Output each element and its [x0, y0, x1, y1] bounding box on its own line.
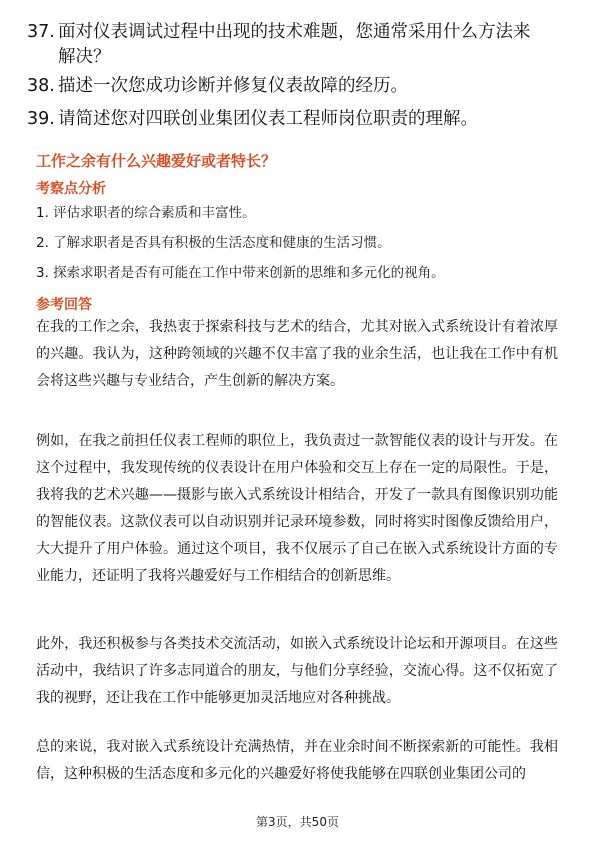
question-list: [0, 20, 595, 131]
question-item: [0, 20, 538, 69]
analysis-points: [36, 203, 566, 293]
answer-heading: 参考回答: [36, 297, 92, 313]
question-number: 39.: [27, 108, 55, 129]
question-text: 描述一次您成功诊断并修复仪表故障的经历。: [58, 76, 408, 96]
question-number: 38.: [27, 76, 55, 96]
analysis-point: 2. 了解求职者是否具有积极的生活态度和健康的生活习惯。: [36, 235, 391, 251]
question-text: 面对仪表调试过程中出现的技术难题，您通常采用什么方法来解决？: [58, 22, 531, 67]
page-footer: 第3页，共50页: [256, 815, 339, 829]
analysis-point: 3. 探索求职者是否有可能在工作中带来创新的思维和多元化的视角。: [36, 265, 445, 281]
answer-paragraph: 例如，在我之前担任仪表工程师的职位上，我负责过一款智能仪表的设计与开发。在这个过程中，我发现传统的仪表设计在用户体验和交互上存在一定的局限性。于是，我将我的艺术兴趣——摄影与嵌入式系统设计相结合，开发了一款具有图像识别功能的智能仪表。这款仪表可以自动识别并记录环境参数，同时将实时图像反馈给用户，大大提升了用户体验。通过这个项目，我不仅展示了自己在嵌入式系统设计方面的专业能力，还证明了我将兴趣爱好与工作相结合的创新思维。: [36, 433, 558, 584]
answer-paragraph: 在我的工作之余，我热衷于探索科技与艺术的结合，尤其对嵌入式系统设计有着浓厚的兴趣。我认为，这种跨领域的兴趣不仅丰富了我的业余生活，也让我在工作中有机会将这些兴趣与专业结合，产生创新的解决方案。: [36, 319, 558, 389]
question-item: [0, 74, 538, 99]
analysis-heading: 考察点分析: [36, 181, 106, 197]
question-item: [0, 107, 538, 132]
question-number: 37.: [27, 22, 55, 42]
answer-paragraph: 此外，我还积极参与各类技术交流活动，如嵌入式系统设计论坛和开源项目。在这些活动中，我结识了许多志同道合的朋友，与他们分享经验，交流心得。这不仅拓宽了我的视野，还让我在工作中能够更加灵活地应对各种挑战。: [36, 636, 558, 706]
answer-paragraph: 总的来说，我对嵌入式系统设计充满热情，并在业余时间不断探索新的可能性。我相信，这种积极的生活态度和多元化的兴趣爱好将使我能够在四联创业集团公司的: [36, 739, 558, 782]
section-title: 工作之余有什么兴趣爱好或者特长？: [36, 152, 277, 170]
question-text: 请简述您对四联创业集团仪表工程师岗位职责的理解。: [58, 108, 478, 129]
analysis-point: 1. 评估求职者的综合素质和丰富性。: [36, 205, 256, 221]
